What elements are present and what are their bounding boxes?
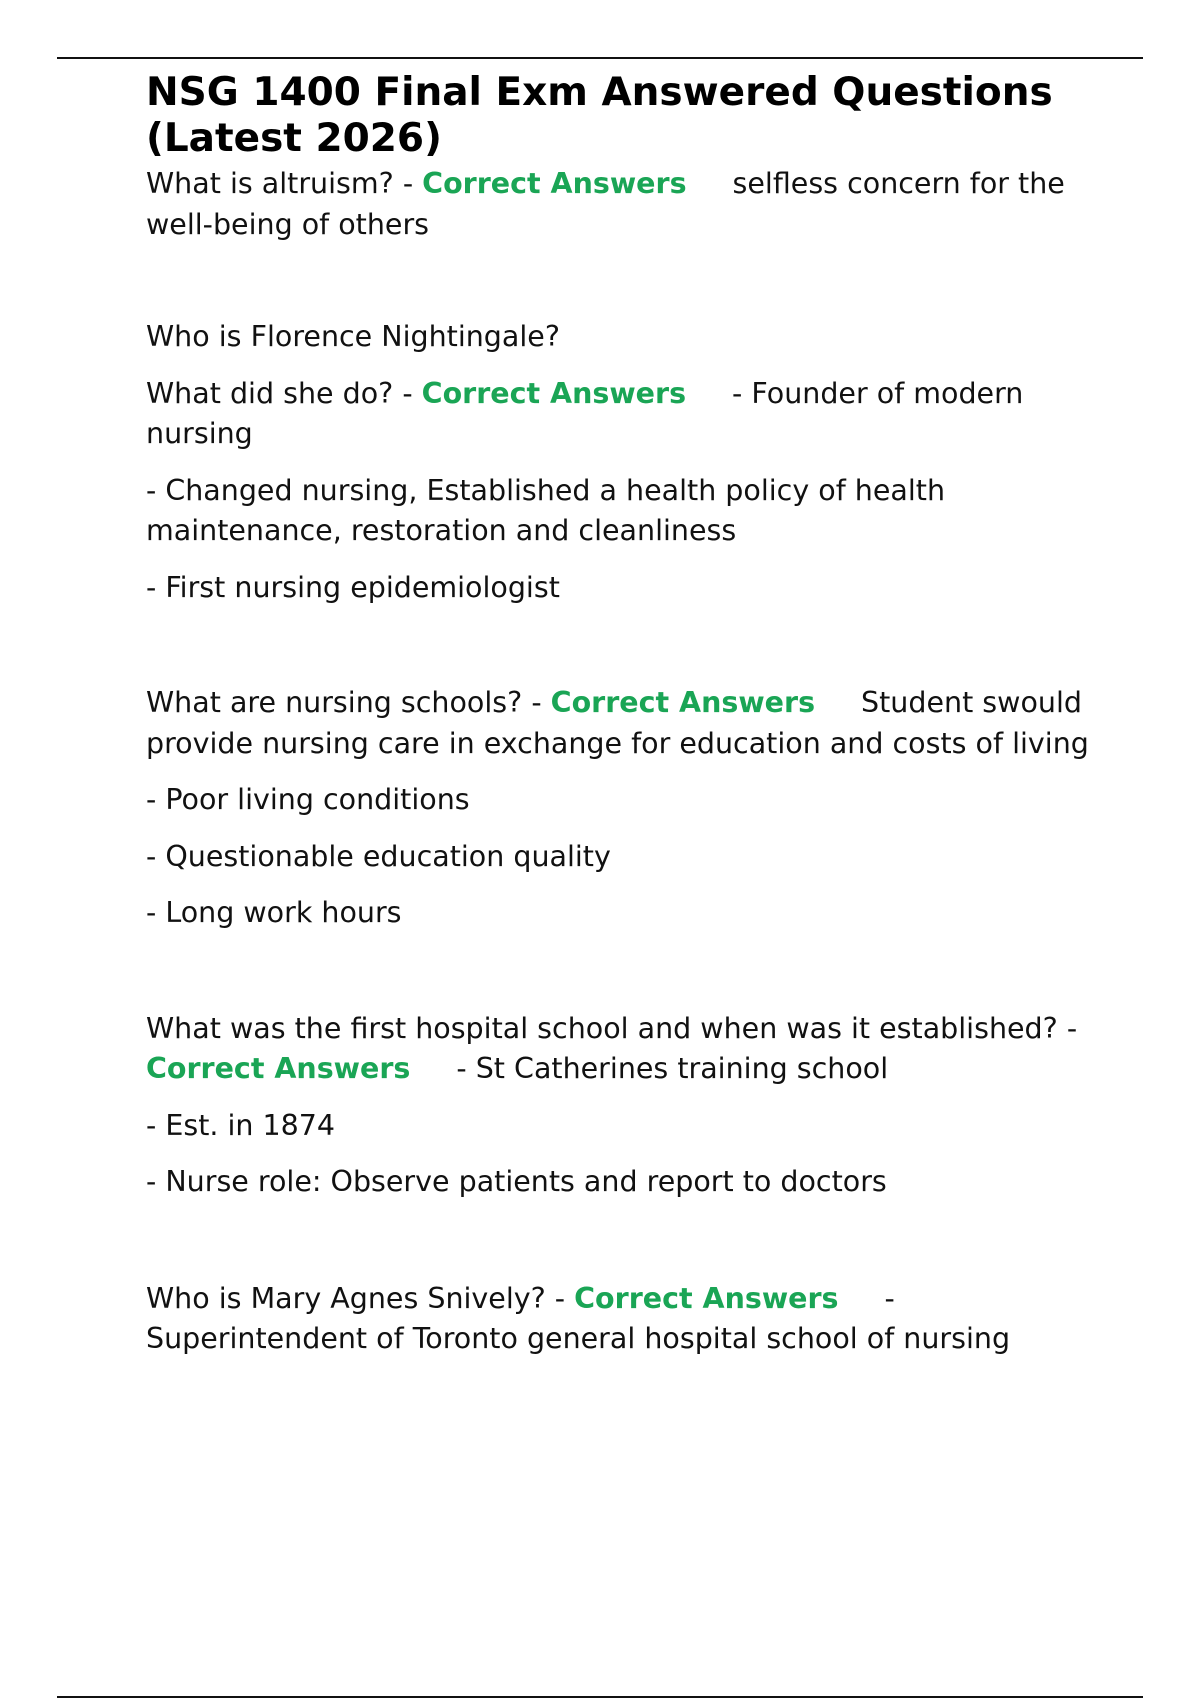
correct-answers-label: Correct Answers	[146, 1052, 411, 1085]
document-title: NSG 1400 Final Exm Answered Questions (Latest 2026)	[146, 70, 1053, 161]
answer-text: - Superintendent of Toronto general hospital school of nursing	[146, 1281, 1011, 1355]
qa-altruism	[146, 164, 1096, 245]
answer-text: selfless concern for the well-being of others	[146, 167, 1065, 241]
bottom-rule	[57, 1696, 1143, 1698]
answer-text: - Founder of modern nursing	[146, 376, 1024, 450]
question-text: What is altruism? -	[146, 167, 423, 200]
answer-line: - Questionable education quality	[146, 839, 611, 873]
answer-line: - Long work hours	[146, 896, 402, 929]
intro-florence-nightingale: Who is Florence Nightingale?	[146, 320, 560, 353]
question-text: What was the first hospital school and when was it established? -	[146, 1011, 1078, 1045]
correct-answers-label: Correct Answers	[574, 1281, 839, 1315]
answer-line: - Nurse role: Observe patients and report to doctors	[146, 1165, 887, 1198]
question-text: What are nursing schools? -	[146, 686, 551, 719]
answer-line: - First nursing epidemiologist	[146, 570, 560, 604]
answer-text: Student swould provide nursing care in exchange for education and costs of living	[146, 686, 1089, 760]
qa-what-did-she-do	[146, 374, 1096, 455]
question-text: What did she do? -	[146, 376, 422, 410]
correct-answers-label: Correct Answers	[422, 167, 687, 200]
qa-nursing-schools	[146, 683, 1096, 764]
answer-text: - St Catherines training school	[456, 1052, 889, 1085]
top-rule	[57, 57, 1143, 59]
correct-answers-label: Correct Answers	[421, 376, 687, 410]
correct-answers-label: Correct Answers	[550, 686, 816, 719]
qa-mary-agnes-snively	[146, 1279, 1096, 1360]
qa-first-hospital-school	[146, 1009, 1096, 1090]
answer-line: - Changed nursing, Established a health policy of health maintenance, restoration and cleanliness	[146, 473, 946, 547]
answer-line: - Est. in 1874	[146, 1108, 336, 1142]
answer-line: - Poor living conditions	[146, 783, 470, 816]
document-body	[146, 70, 1096, 1360]
question-text: Who is Mary Agnes Snively? -	[146, 1281, 575, 1315]
